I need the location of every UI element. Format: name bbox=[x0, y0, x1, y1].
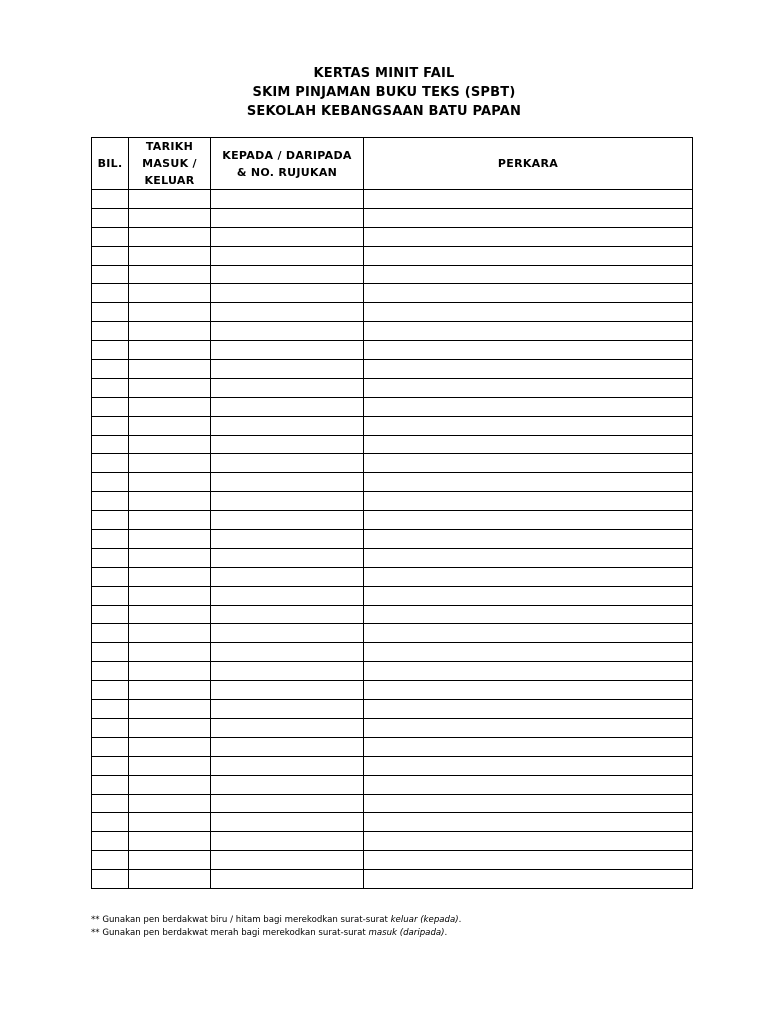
table-row bbox=[92, 360, 693, 379]
header-school: SEKOLAH KEBANGSAAN BATU PAPAN bbox=[246, 104, 522, 119]
cell-kepada[interactable] bbox=[211, 435, 364, 454]
table-row bbox=[92, 227, 693, 246]
cell-tarikh[interactable] bbox=[129, 246, 211, 265]
cell-bil[interactable] bbox=[92, 473, 129, 492]
cell-perkara[interactable] bbox=[364, 737, 693, 756]
cell-perkara[interactable] bbox=[364, 473, 693, 492]
cell-kepada[interactable] bbox=[211, 246, 364, 265]
table-row bbox=[92, 492, 693, 511]
cell-tarikh[interactable] bbox=[129, 435, 211, 454]
cell-tarikh[interactable] bbox=[129, 265, 211, 284]
cell-tarikh[interactable] bbox=[129, 548, 211, 567]
cell-kepada[interactable] bbox=[211, 662, 364, 681]
document-header bbox=[0, 64, 768, 121]
cell-kepada[interactable] bbox=[211, 397, 364, 416]
table-header-row bbox=[92, 138, 693, 190]
cell-tarikh[interactable] bbox=[129, 303, 211, 322]
cell-perkara[interactable] bbox=[364, 190, 693, 209]
cell-bil[interactable] bbox=[92, 284, 129, 303]
table-row bbox=[92, 605, 693, 624]
header-title: KERTAS MINIT FAIL bbox=[313, 66, 455, 81]
table-row bbox=[92, 851, 693, 870]
table-row bbox=[92, 567, 693, 586]
cell-bil[interactable] bbox=[92, 718, 129, 737]
cell-perkara[interactable] bbox=[364, 511, 693, 530]
cell-tarikh[interactable] bbox=[129, 718, 211, 737]
cell-tarikh[interactable] bbox=[129, 775, 211, 794]
cell-kepada[interactable] bbox=[211, 832, 364, 851]
cell-tarikh[interactable] bbox=[129, 492, 211, 511]
column-header-kepada-daripada: KEPADA / DARIPADA & NO. RUJUKAN bbox=[211, 138, 364, 190]
cell-perkara[interactable] bbox=[364, 832, 693, 851]
cell-kepada[interactable] bbox=[211, 265, 364, 284]
cell-perkara[interactable] bbox=[364, 870, 693, 889]
cell-kepada[interactable] bbox=[211, 681, 364, 700]
cell-bil[interactable] bbox=[92, 511, 129, 530]
cell-perkara[interactable] bbox=[364, 624, 693, 643]
table-row bbox=[92, 246, 693, 265]
cell-kepada[interactable] bbox=[211, 586, 364, 605]
table-row bbox=[92, 775, 693, 794]
footnote-keluar: ** Gunakan pen berdakwat biru / hitam bagi merekodkan surat-surat keluar (kepada). bbox=[91, 915, 462, 925]
cell-bil[interactable] bbox=[92, 190, 129, 209]
cell-kepada[interactable] bbox=[211, 360, 364, 379]
cell-bil[interactable] bbox=[92, 246, 129, 265]
cell-kepada[interactable] bbox=[211, 605, 364, 624]
cell-tarikh[interactable] bbox=[129, 190, 211, 209]
cell-perkara[interactable] bbox=[364, 435, 693, 454]
table-row bbox=[92, 284, 693, 303]
cell-bil[interactable] bbox=[92, 378, 129, 397]
cell-bil[interactable] bbox=[92, 775, 129, 794]
cell-bil[interactable] bbox=[92, 681, 129, 700]
cell-kepada[interactable] bbox=[211, 548, 364, 567]
cell-bil[interactable] bbox=[92, 756, 129, 775]
cell-kepada[interactable] bbox=[211, 624, 364, 643]
cell-perkara[interactable] bbox=[364, 265, 693, 284]
cell-bil[interactable] bbox=[92, 700, 129, 719]
column-header-tarikh: TARIKH MASUK / KELUAR bbox=[129, 138, 211, 190]
table-row bbox=[92, 662, 693, 681]
cell-tarikh[interactable] bbox=[129, 681, 211, 700]
table-row bbox=[92, 756, 693, 775]
cell-tarikh[interactable] bbox=[129, 360, 211, 379]
cell-kepada[interactable] bbox=[211, 643, 364, 662]
cell-perkara[interactable] bbox=[364, 813, 693, 832]
cell-kepada[interactable] bbox=[211, 813, 364, 832]
cell-bil[interactable] bbox=[92, 416, 129, 435]
cell-bil[interactable] bbox=[92, 530, 129, 549]
cell-bil[interactable] bbox=[92, 643, 129, 662]
cell-tarikh[interactable] bbox=[129, 454, 211, 473]
cell-perkara[interactable] bbox=[364, 397, 693, 416]
cell-kepada[interactable] bbox=[211, 473, 364, 492]
table-row bbox=[92, 265, 693, 284]
header-scheme: SKIM PINJAMAN BUKU TEKS (SPBT) bbox=[252, 85, 516, 100]
cell-perkara[interactable] bbox=[364, 567, 693, 586]
cell-kepada[interactable] bbox=[211, 227, 364, 246]
table-row bbox=[92, 435, 693, 454]
cell-perkara[interactable] bbox=[364, 756, 693, 775]
cell-kepada[interactable] bbox=[211, 794, 364, 813]
cell-tarikh[interactable] bbox=[129, 473, 211, 492]
table-row bbox=[92, 643, 693, 662]
table-row bbox=[92, 397, 693, 416]
cell-bil[interactable] bbox=[92, 605, 129, 624]
cell-perkara[interactable] bbox=[364, 605, 693, 624]
cell-kepada[interactable] bbox=[211, 208, 364, 227]
cell-bil[interactable] bbox=[92, 832, 129, 851]
cell-tarikh[interactable] bbox=[129, 378, 211, 397]
table-row bbox=[92, 624, 693, 643]
cell-tarikh[interactable] bbox=[129, 794, 211, 813]
table-body bbox=[92, 190, 693, 889]
cell-bil[interactable] bbox=[92, 662, 129, 681]
cell-perkara[interactable] bbox=[364, 851, 693, 870]
cell-kepada[interactable] bbox=[211, 511, 364, 530]
table-row bbox=[92, 322, 693, 341]
cell-perkara[interactable] bbox=[364, 700, 693, 719]
cell-tarikh[interactable] bbox=[129, 813, 211, 832]
cell-tarikh[interactable] bbox=[129, 643, 211, 662]
cell-kepada[interactable] bbox=[211, 378, 364, 397]
cell-perkara[interactable] bbox=[364, 794, 693, 813]
cell-kepada[interactable] bbox=[211, 870, 364, 889]
cell-tarikh[interactable] bbox=[129, 511, 211, 530]
cell-tarikh[interactable] bbox=[129, 416, 211, 435]
table-row bbox=[92, 586, 693, 605]
cell-perkara[interactable] bbox=[364, 775, 693, 794]
table-row bbox=[92, 303, 693, 322]
cell-kepada[interactable] bbox=[211, 851, 364, 870]
cell-bil[interactable] bbox=[92, 208, 129, 227]
cell-tarikh[interactable] bbox=[129, 322, 211, 341]
cell-perkara[interactable] bbox=[364, 586, 693, 605]
table-row bbox=[92, 208, 693, 227]
cell-kepada[interactable] bbox=[211, 530, 364, 549]
cell-perkara[interactable] bbox=[364, 227, 693, 246]
cell-perkara[interactable] bbox=[364, 303, 693, 322]
cell-kepada[interactable] bbox=[211, 775, 364, 794]
table-row bbox=[92, 870, 693, 889]
cell-perkara[interactable] bbox=[364, 341, 693, 360]
cell-kepada[interactable] bbox=[211, 737, 364, 756]
cell-perkara[interactable] bbox=[364, 322, 693, 341]
table-row bbox=[92, 718, 693, 737]
cell-tarikh[interactable] bbox=[129, 662, 211, 681]
footnote-masuk: ** Gunakan pen berdakwat merah bagi merekodkan surat-surat masuk (daripada). bbox=[91, 928, 448, 938]
cell-bil[interactable] bbox=[92, 341, 129, 360]
cell-kepada[interactable] bbox=[211, 341, 364, 360]
cell-tarikh[interactable] bbox=[129, 832, 211, 851]
cell-kepada[interactable] bbox=[211, 303, 364, 322]
table-row bbox=[92, 454, 693, 473]
cell-perkara[interactable] bbox=[364, 246, 693, 265]
table-row bbox=[92, 190, 693, 209]
cell-perkara[interactable] bbox=[364, 643, 693, 662]
cell-bil[interactable] bbox=[92, 435, 129, 454]
table-row bbox=[92, 813, 693, 832]
cell-tarikh[interactable] bbox=[129, 737, 211, 756]
table-row bbox=[92, 416, 693, 435]
cell-bil[interactable] bbox=[92, 624, 129, 643]
cell-tarikh[interactable] bbox=[129, 605, 211, 624]
column-header-perkara: PERKARA bbox=[364, 138, 693, 190]
cell-tarikh[interactable] bbox=[129, 756, 211, 775]
cell-bil[interactable] bbox=[92, 586, 129, 605]
cell-kepada[interactable] bbox=[211, 416, 364, 435]
cell-bil[interactable] bbox=[92, 567, 129, 586]
cell-kepada[interactable] bbox=[211, 756, 364, 775]
column-header-bil: BIL. bbox=[92, 138, 129, 190]
cell-tarikh[interactable] bbox=[129, 530, 211, 549]
cell-bil[interactable] bbox=[92, 265, 129, 284]
cell-kepada[interactable] bbox=[211, 492, 364, 511]
cell-tarikh[interactable] bbox=[129, 567, 211, 586]
cell-tarikh[interactable] bbox=[129, 851, 211, 870]
cell-perkara[interactable] bbox=[364, 378, 693, 397]
table-row bbox=[92, 511, 693, 530]
cell-perkara[interactable] bbox=[364, 530, 693, 549]
table-row bbox=[92, 548, 693, 567]
cell-kepada[interactable] bbox=[211, 700, 364, 719]
cell-bil[interactable] bbox=[92, 737, 129, 756]
table-row bbox=[92, 700, 693, 719]
table-row bbox=[92, 530, 693, 549]
cell-kepada[interactable] bbox=[211, 718, 364, 737]
cell-bil[interactable] bbox=[92, 454, 129, 473]
cell-perkara[interactable] bbox=[364, 416, 693, 435]
table-row bbox=[92, 832, 693, 851]
cell-bil[interactable] bbox=[92, 303, 129, 322]
table-row bbox=[92, 681, 693, 700]
cell-tarikh[interactable] bbox=[129, 227, 211, 246]
cell-perkara[interactable] bbox=[364, 454, 693, 473]
cell-kepada[interactable] bbox=[211, 567, 364, 586]
cell-bil[interactable] bbox=[92, 548, 129, 567]
cell-bil[interactable] bbox=[92, 492, 129, 511]
cell-tarikh[interactable] bbox=[129, 208, 211, 227]
cell-perkara[interactable] bbox=[364, 284, 693, 303]
table-row bbox=[92, 794, 693, 813]
footnotes bbox=[91, 914, 461, 940]
cell-perkara[interactable] bbox=[364, 208, 693, 227]
cell-perkara[interactable] bbox=[364, 360, 693, 379]
table-row bbox=[92, 341, 693, 360]
cell-bil[interactable] bbox=[92, 794, 129, 813]
cell-kepada[interactable] bbox=[211, 454, 364, 473]
cell-tarikh[interactable] bbox=[129, 586, 211, 605]
cell-tarikh[interactable] bbox=[129, 624, 211, 643]
cell-bil[interactable] bbox=[92, 870, 129, 889]
cell-bil[interactable] bbox=[92, 851, 129, 870]
minute-table bbox=[91, 137, 693, 889]
table-row bbox=[92, 473, 693, 492]
table-row bbox=[92, 378, 693, 397]
table-row bbox=[92, 737, 693, 756]
cell-perkara[interactable] bbox=[364, 492, 693, 511]
cell-bil[interactable] bbox=[92, 813, 129, 832]
cell-tarikh[interactable] bbox=[129, 341, 211, 360]
cell-tarikh[interactable] bbox=[129, 284, 211, 303]
cell-kepada[interactable] bbox=[211, 284, 364, 303]
cell-bil[interactable] bbox=[92, 322, 129, 341]
cell-kepada[interactable] bbox=[211, 190, 364, 209]
cell-kepada[interactable] bbox=[211, 322, 364, 341]
cell-perkara[interactable] bbox=[364, 718, 693, 737]
cell-bil[interactable] bbox=[92, 397, 129, 416]
cell-bil[interactable] bbox=[92, 227, 129, 246]
cell-perkara[interactable] bbox=[364, 662, 693, 681]
cell-tarikh[interactable] bbox=[129, 397, 211, 416]
cell-perkara[interactable] bbox=[364, 681, 693, 700]
cell-tarikh[interactable] bbox=[129, 870, 211, 889]
cell-tarikh[interactable] bbox=[129, 700, 211, 719]
cell-perkara[interactable] bbox=[364, 548, 693, 567]
cell-bil[interactable] bbox=[92, 360, 129, 379]
